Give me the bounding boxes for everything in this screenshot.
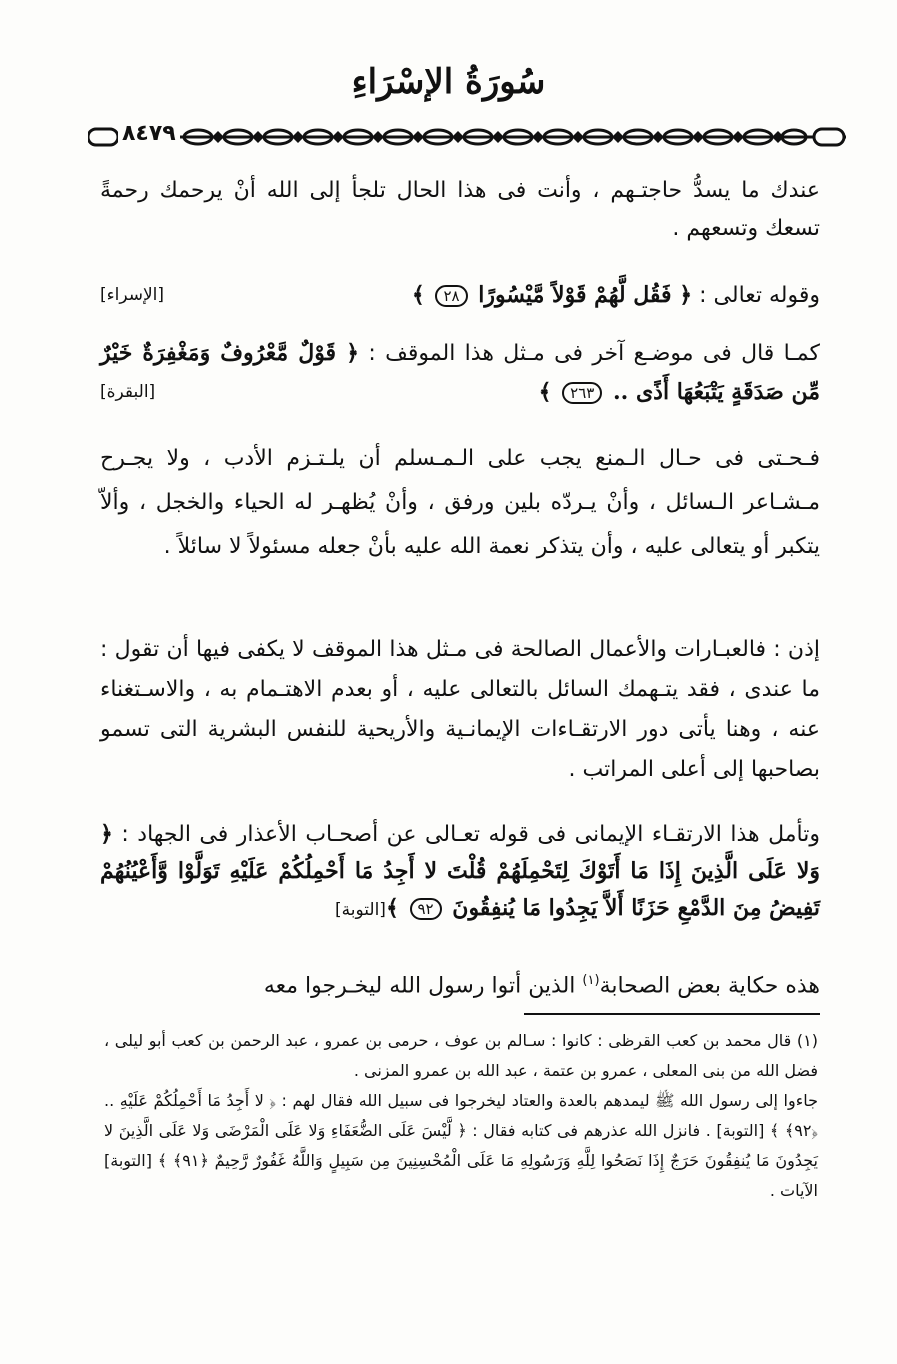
- paragraph-7: [100, 962, 820, 1005]
- paragraph-3-intro: كمـا قال فى موضـع آخر فى مـثل هذا الموقف :: [359, 341, 820, 366]
- paragraph-4-text: فـحـتى فى حـال الـمنع يجب على الـمـسلم أن يلـتـزم الأدب ، ولا يجـرح مـشـاعر الـسائل ، وأنْ يـردّه بلين ورفق ، وأنْ يُظهـر له الحياء والخجل ، وألاّ يتكبر أو يتعالى عليه ، وأن يتذكر نعمة الله عليه بأنْ جعله مسئولاً لا سائلاً .: [100, 446, 820, 559]
- surah-reference: [الإسراء]: [100, 285, 165, 305]
- surah-reference: [البقرة]: [100, 382, 156, 402]
- ayah-number-badge: ٢٦٣: [562, 382, 602, 404]
- paragraph-1: [100, 172, 820, 248]
- footnote-1: (١) قال محمد بن كعب القرظى : كانوا : سـالم بن عوف ، حرمى بن عمرو ، عبد الرحمن بن كعب أبو ليلى ، فضل الله من بنى المعلى ، عمرو بن عتمة ، عبد الله بن عمرو المزنى .: [104, 1031, 818, 1080]
- paragraph-3: [100, 334, 820, 412]
- paragraph-6-intro: وتأمل هذا الارتقـاء الإيمانى فى قوله تعـالى عن أصحـاب الأعذار فى الجهاد :: [112, 822, 820, 847]
- paragraph-2: [100, 276, 820, 315]
- paragraph-6: [100, 816, 820, 928]
- paragraph-5: [100, 630, 820, 790]
- ornamental-border: [88, 124, 846, 150]
- quran-verse-92: ﴿ وَلا عَلَى الَّذِينَ إِذَا مَا أَتَوْكَ لِتَحْمِلَهُمْ قُلْتَ لا أَجِدُ مَا أَحْمِلُكُمْ عَلَيْهِ تَوَلَّوْا وَّأَعْيُنُهُمْ تَفِيضُ مِنَ الدَّمْعِ حَزَنًا أَلاَّ يَجِدُوا مَا يُنفِقُونَ: [100, 821, 820, 921]
- footnote-divider: [524, 1013, 820, 1015]
- quran-verse-28: ﴿ فَقُل لَّهُمْ قَوْلاً مَّيْسُورًا: [470, 282, 693, 308]
- verse-close-bracket: ﴾: [411, 282, 433, 308]
- surah-reference: [التوبة]: [335, 900, 386, 920]
- ayah-number-badge: ٢٨: [435, 285, 467, 307]
- footnote-1-continuation: جاءوا إلى رسول الله ﷺ ليمدهم بالعدة والعتاد ليخرجوا فى سبيل الله فقال لهم : ﴿ لا أَجِدُ مَا أَحْمِلُكُمْ عَلَيْهِ .. ﴿٩٢﴾ ﴾ [التوبة] . فانزل الله عذرهم فى كتابه فقال : ﴿ لَّيْسَ عَلَى الضُّعَفَاءِ وَلا عَلَى الْمَرْضَى وَلا عَلَى الَّذِينَ لا يَجِدُونَ مَا يُنفِقُونَ حَرَجٌ إِذَا نَصَحُوا لِلَّهِ وَرَسُولِهِ مَا عَلَى الْمُحْسِنِينَ مِن سَبِيلٍ وَاللَّهُ غَفُورٌ رَّحِيمٌ ﴿٩١﴾ ﴾ [التوبة] الآيات .: [104, 1091, 818, 1200]
- ayah-number-badge: ٩٢: [410, 898, 442, 920]
- paragraph-2-intro: وقوله تعالى :: [692, 283, 820, 308]
- paragraph-7-text: هذه حكاية بعض الصحابة: [599, 973, 820, 999]
- paragraph-7-rest: الذين أتوا رسول الله ليخـرجوا معه: [263, 973, 583, 999]
- paragraph-5-text: إذن : فالعبـارات والأعمال الصالحة فى مـثل هذا الموقف لا يكفى فيها أن تقول : ما عندى ، فقد يتـهمك السائل بالتعالى عليه ، أو بعدم الاهتـمام به ، والاسـتغناء عنه ، وهنا يأتى دور الارتقـاءات الإيمانـية والأريحية للنفس البشرية التى تسمو بصاحبها إلى أعلى المراتب .: [100, 637, 820, 782]
- surah-title: سُورَةُ الإسْرَاءِ: [351, 62, 546, 102]
- page-number: ٨٤٧٩: [118, 121, 180, 146]
- verse-close-bracket: ﴾: [538, 379, 560, 405]
- quran-verse-263: ﴿ قَوْلٌ مَّعْرُوفٌ وَمَغْفِرَةٌ خَيْرٌ مِّن صَدَقَةٍ يَتْبَعُهَا أَذًى ..: [100, 340, 820, 405]
- footnote-marker: (١): [582, 973, 600, 988]
- paragraph-1-text: عندك ما يسدُّ حاجتـهم ، وأنت فى هذا الحال تلجأ إلى الله أنْ يرحمك رحمةً تسعك وتسعهم .: [100, 178, 820, 241]
- footnotes: [104, 1026, 818, 1206]
- verse-close-bracket: ﴾: [385, 895, 407, 921]
- paragraph-4: [100, 437, 820, 569]
